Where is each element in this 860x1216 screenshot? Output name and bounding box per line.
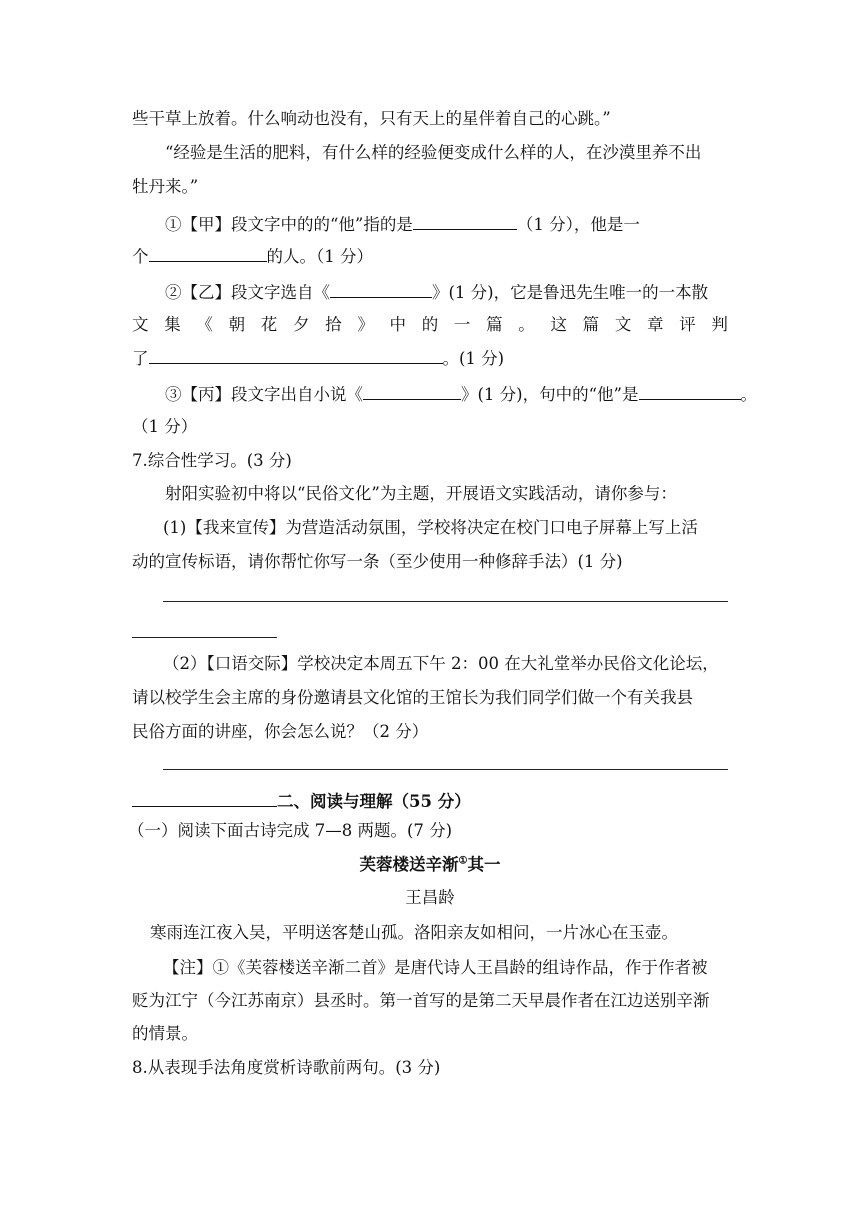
poem-author: 王昌龄 (405, 888, 455, 907)
justified-char: 花 (260, 315, 278, 334)
poem-title: 芙蓉楼送辛渐①其一 (359, 855, 501, 874)
justified-char: 》 (357, 315, 374, 334)
question-2-text: 了 (132, 349, 149, 368)
justified-char: 文 (132, 315, 149, 334)
note-line: 的情景。 (132, 1024, 198, 1043)
justified-char: 篇 (486, 315, 503, 334)
answer-blank[interactable] (132, 790, 277, 807)
answer-blank[interactable] (149, 347, 443, 364)
question-1-line (165, 213, 640, 236)
text-line: 些干草上放着。什么响动也没有，只有天上的星伴着自己的心跳。” (132, 109, 611, 128)
question-1-text: 的人。（1 分） (266, 247, 373, 266)
justified-char: 朝 (228, 315, 246, 334)
justified-char: 集 (164, 315, 181, 334)
justified-char: 文 (614, 315, 632, 334)
justified-char: 的 (421, 315, 439, 334)
question-1-text: （1 分），他是一 (516, 215, 640, 234)
justified-char: 章 (647, 315, 664, 334)
text-line: (1)【我来宣传】为营造活动氛围，学校将决定在校门口电子屏幕上写上活 (163, 518, 698, 537)
question-2-text: 》(1 分)，它是鲁迅先生唯一的一本散 (432, 283, 709, 302)
answer-blank[interactable] (330, 281, 432, 298)
note-line: 【注】①《芙蓉楼送辛渐二首》是唐代诗人王昌龄的组诗作品，作于作者被 (163, 958, 708, 977)
question-2-text: 。(1 分) (442, 349, 505, 368)
question-3-line (165, 383, 757, 406)
text-line: 动的宣传标语，请你帮忙你写一条（至少使用一种修辞手法）(1 分) (132, 552, 623, 571)
justified-char: 拾 (325, 315, 342, 334)
answer-blank[interactable] (413, 213, 517, 230)
subsection-heading: （一）阅读下面古诗完成 7—8 两题。(7 分) (128, 821, 453, 840)
answer-line[interactable] (163, 769, 728, 770)
justified-char: 判 (711, 315, 728, 334)
text-line: （2）【口语交际】学校决定本周五下午 2：00 在大礼堂举办民俗文化论坛， (163, 654, 719, 673)
question-1-line (132, 245, 373, 268)
justified-char: 一 (453, 315, 471, 334)
justified-char: 《 (196, 315, 213, 334)
text-line: （1 分） (132, 417, 198, 436)
answer-line[interactable] (132, 637, 277, 638)
justified-char: 。 (518, 315, 535, 334)
section-heading: 二、阅读与理解（55 分） (277, 792, 471, 811)
question-1-text: 个 (132, 247, 149, 266)
question-2-line (132, 347, 504, 370)
text-line: 射阳实验初中将以“民俗文化”为主题，开展语文实践活动，请你参与： (165, 484, 677, 503)
answer-blank[interactable] (639, 383, 741, 400)
justified-char: 篇 (582, 315, 600, 334)
text-line: 民俗方面的讲座，你会怎么说？（2 分） (132, 722, 429, 741)
text-line: 请以校学生会主席的身份邀请县文化馆的王馆长为我们同学们做一个有关我县 (132, 688, 693, 707)
question-2-text: ②【乙】段文字选自《 (165, 283, 330, 302)
question-3-text: 》(1 分)，句中的“他”是 (461, 385, 639, 404)
text-line: 牡丹来。” (132, 177, 199, 196)
question-7-heading: 7.综合性学习。(3 分) (132, 451, 292, 470)
answer-blank[interactable] (363, 383, 461, 400)
footnote-marker: ① (458, 855, 468, 867)
answer-blank[interactable] (149, 245, 267, 262)
answer-line[interactable] (163, 601, 728, 602)
question-8-heading: 8.从表现手法角度赏析诗歌前两句。(3 分) (132, 1058, 441, 1077)
question-2-justified-line (132, 314, 728, 336)
justified-char: 这 (550, 315, 567, 334)
note-line: 贬为江宁（今江苏南京）县丞时。第一首写的是第二天早晨作者在江边送别辛渐 (132, 991, 710, 1010)
question-1-text: ①【甲】段文字中的的“他”指的是 (165, 215, 413, 234)
question-3-text: 。 (740, 385, 757, 404)
justified-char: 夕 (292, 315, 310, 334)
question-3-text: ③【丙】段文字出自小说《 (165, 385, 363, 404)
justified-char: 中 (389, 315, 406, 334)
section-line (132, 790, 471, 813)
poem-text: 寒雨连江夜入吴，平明送客楚山孤。洛阳亲友如相问，一片冰心在玉壶。 (150, 923, 678, 942)
question-2-line (165, 281, 708, 304)
text-line: “经验是生活的肥料，有什么样的经验便变成什么样的人，在沙漠里养不出 (165, 143, 702, 162)
justified-char: 评 (679, 315, 696, 334)
